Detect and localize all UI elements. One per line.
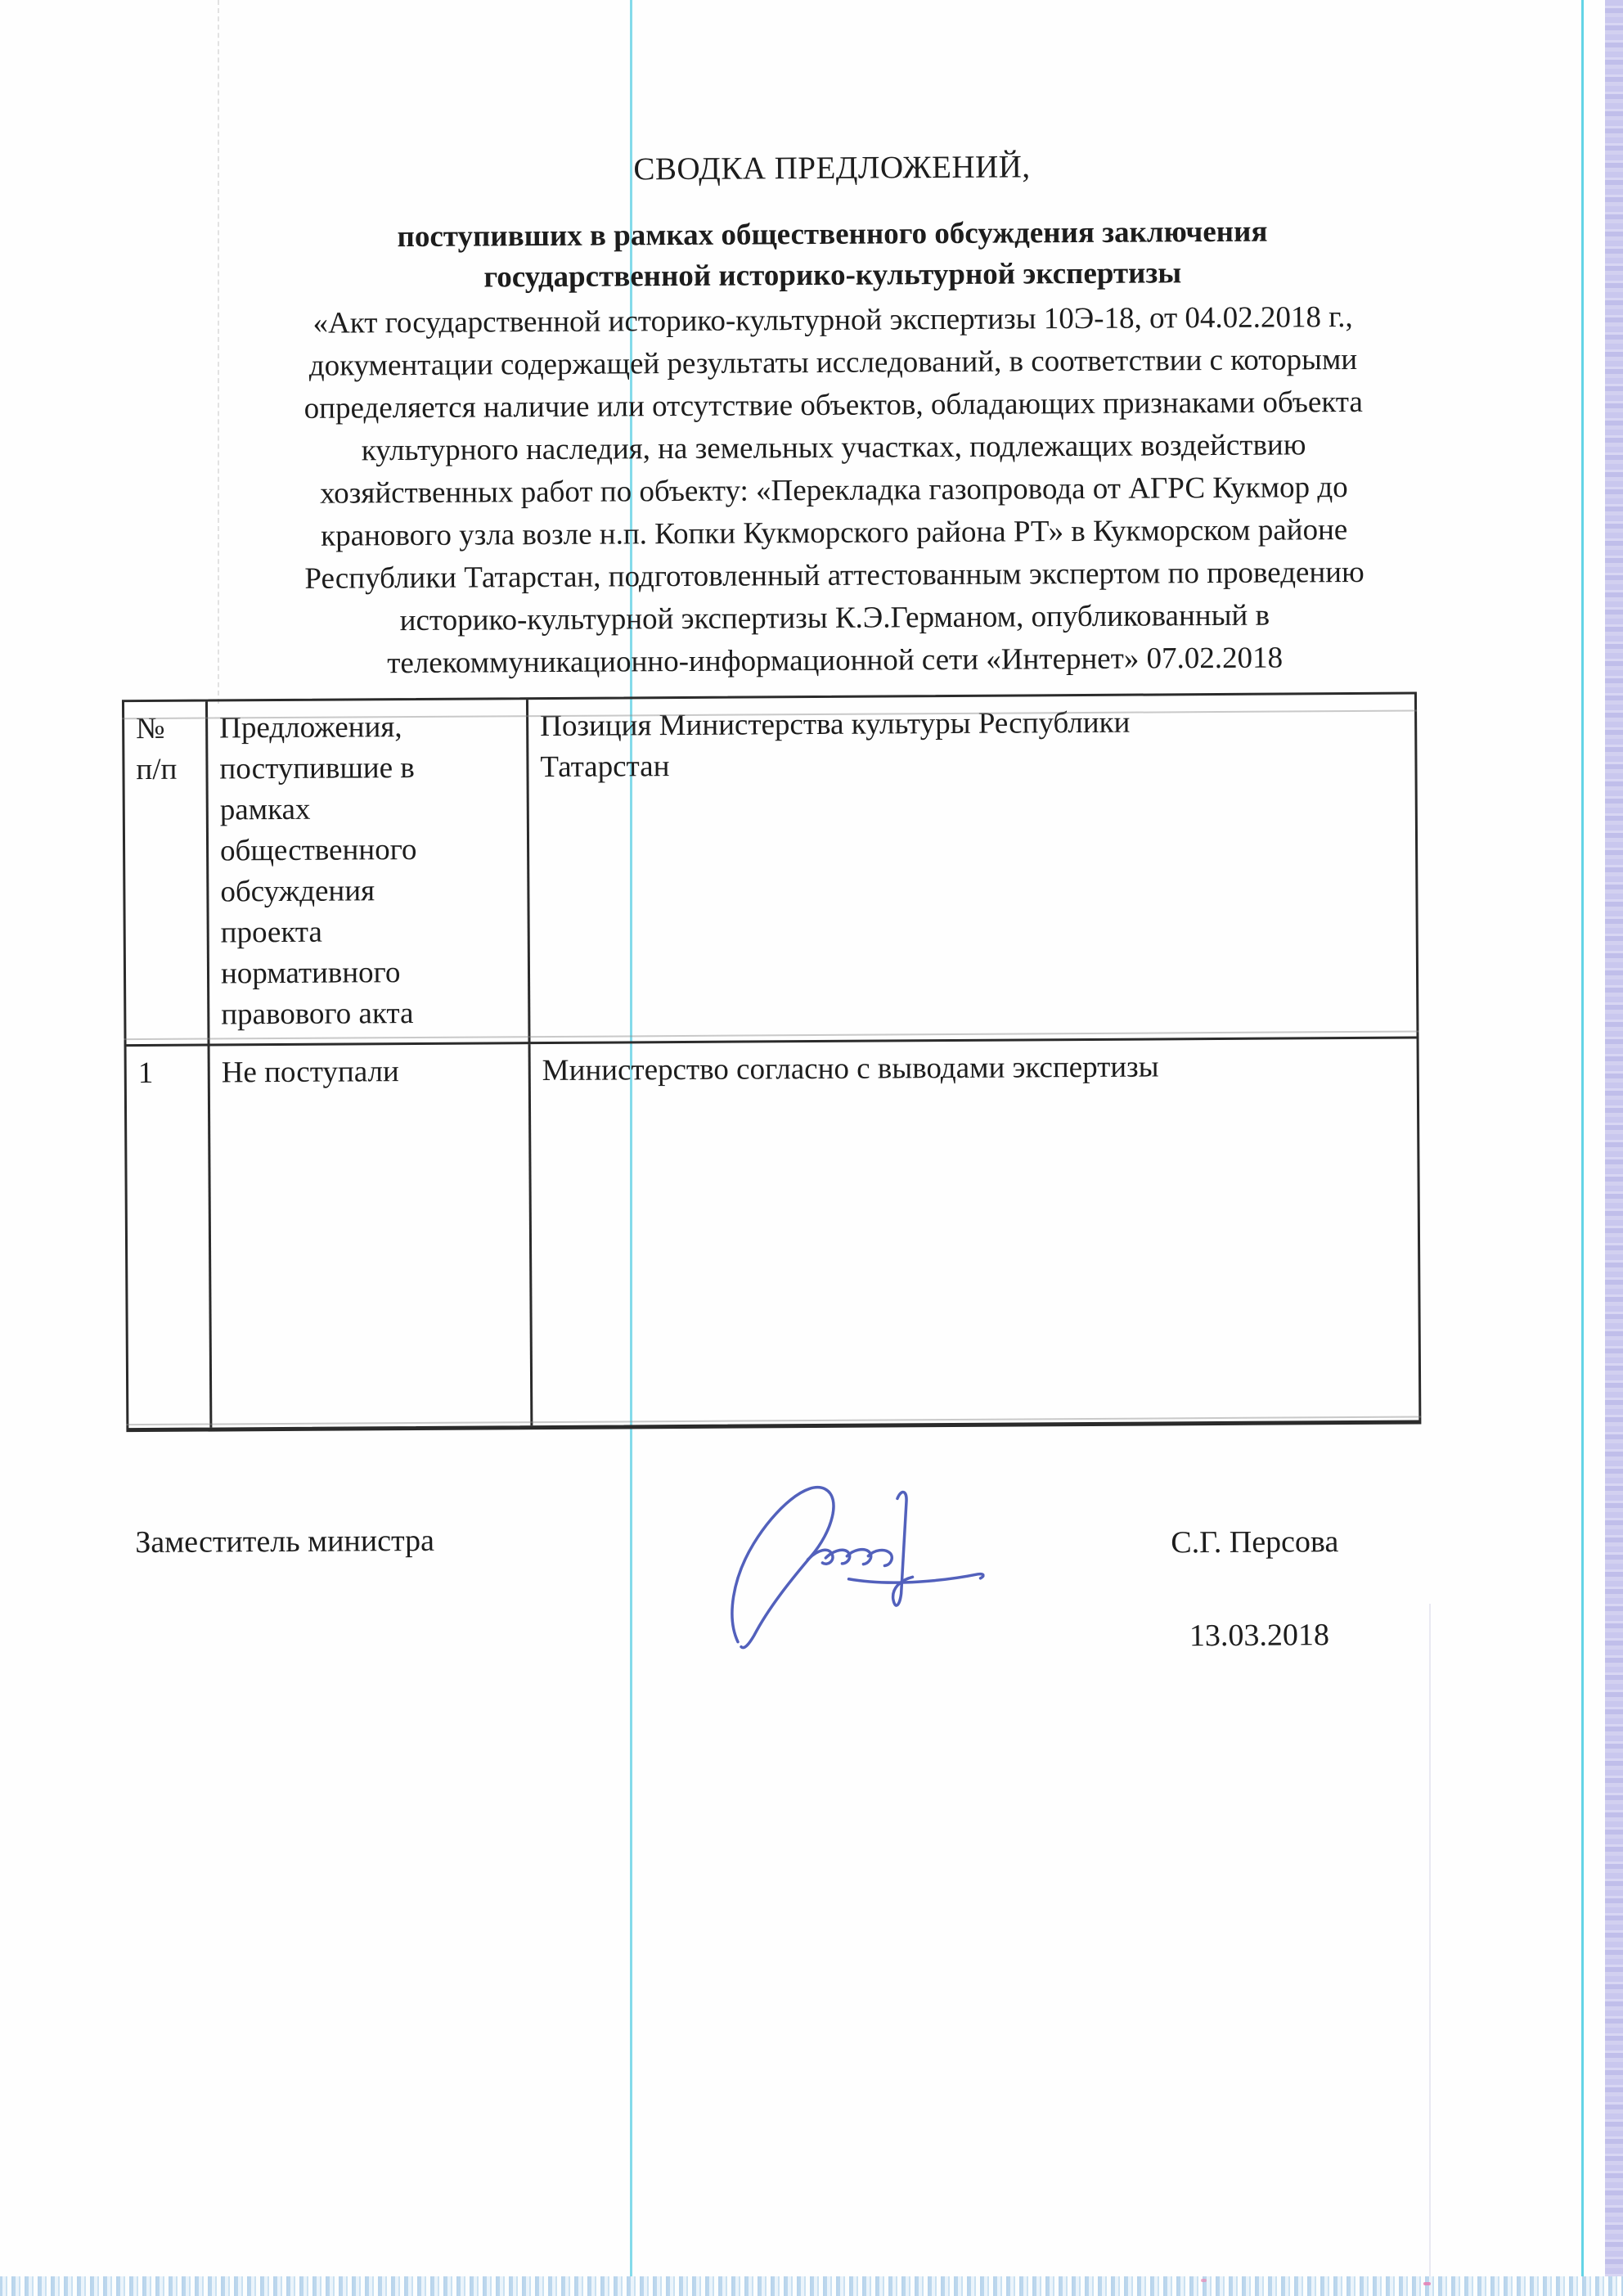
table-header-ministry-position: Позиция Министерства культуры Республики Татарстан — [528, 695, 1417, 1045]
table-row-num: 1 — [127, 1047, 213, 1429]
handwritten-signature-ink — [703, 1470, 985, 1655]
document-subtitle: поступивших в рамках общественного обсуждения заключения государственной историко-культурной экспертизы — [397, 214, 1268, 295]
proposals-table — [122, 692, 1421, 1433]
table-header-num: № п/п — [124, 702, 210, 1047]
document-intro-paragraph: «Акт государственной историко-культурной экспертизы 10Э-18, от 04.02.2018 г., документации содержащей результаты исследований, в соответствии с которыми определяется наличие или отсутствие объектов, обладающих признаками объекта культурного наследия, на земельных участках, подлежащих воздействию хозяйственных работ по объекту: «Перекладка газопровода от АГРС Кукмор до кранового узла возле н.п. Копки Кукморского района РТ» в Кукморском районе Республики Татарстан, подготовленный аттестованным экспертом по проведению историко-культурной экспертизы К.Э.Германом, опубликованный в телекоммуникационно-информационной сети «Интернет» 07.02.2018 — [303, 299, 1364, 681]
document-title: СВОДКА ПРЕДЛОЖЕНИЙ, — [633, 149, 1031, 187]
table-row-ministry-position: Министерство согласно с выводами экспертизы — [542, 1050, 1159, 1088]
table-row-proposals: Не поступали — [210, 1044, 533, 1427]
signer-title-label: Заместитель министра — [135, 1523, 435, 1560]
signer-name: С.Г. Персова — [1171, 1524, 1339, 1560]
signature-date: 13.03.2018 — [1189, 1618, 1330, 1654]
table-header-proposals: Предложения, поступившие в рамках общественного обсуждения проекта нормативного правового акта — [208, 700, 531, 1046]
